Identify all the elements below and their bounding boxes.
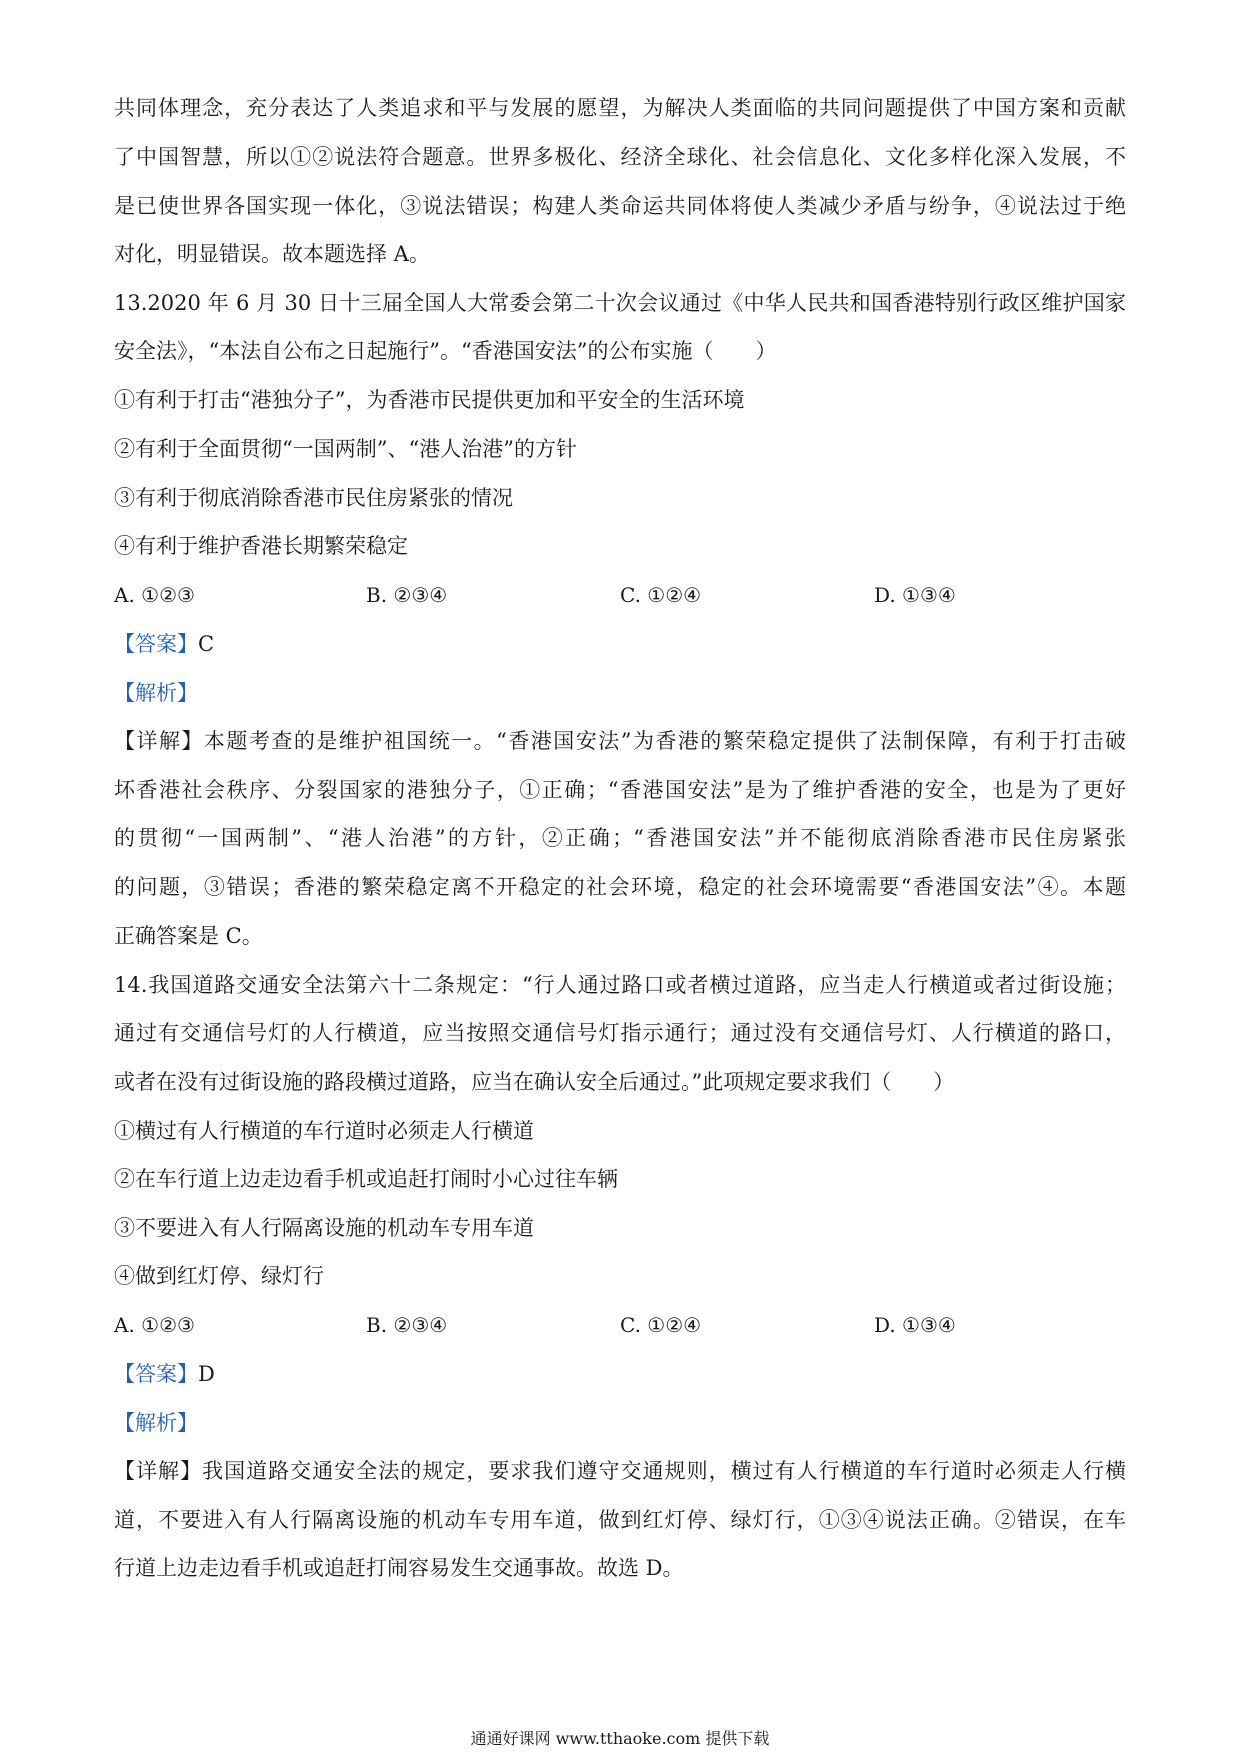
q14-option-d: D. ①③④ bbox=[874, 1313, 956, 1337]
q14-statement: ④做到红灯停、绿灯行 bbox=[114, 1264, 324, 1288]
q13-analysis-tag: 【解析】 bbox=[114, 681, 198, 705]
q13-option-b: B. ②③④ bbox=[366, 583, 448, 607]
prev-analysis-line: 了中国智慧，所以①②说法符合题意。世界多极化、经济全球化、社会信息化、文化多样化深入发展，不 bbox=[114, 145, 1126, 169]
q13-answer bbox=[114, 630, 1126, 658]
prev-analysis-line: 是已使世界各国实现一体化，③说法错误；构建人类命运共同体将使人类减少矛盾与纷争，④说法过于绝 bbox=[114, 194, 1126, 218]
q14-detail-line: 行道上边走边看手机或追赶打闹容易发生交通事故。故选 D。 bbox=[114, 1556, 684, 1580]
q14-detail-line bbox=[114, 1457, 1126, 1485]
q14-option-c: C. ①②④ bbox=[620, 1313, 702, 1337]
q13-stem-line: 安全法》，“本法自公布之日起施行”。“香港国安法”的公布实施（ ） bbox=[114, 339, 777, 363]
q14-detail-line: 道，不要进入有人行隔离设施的机动车专用车道，做到红灯停、绿灯行，①③④说法正确。②错误，在车 bbox=[114, 1508, 1126, 1532]
q14-option-a: A. ①②③ bbox=[114, 1313, 195, 1337]
answer-value: C bbox=[198, 632, 215, 656]
q14-statement: ②在车行道上边走边看手机或追赶打闹时小心过往车辆 bbox=[114, 1167, 618, 1191]
answer-tag: 【答案】 bbox=[114, 632, 198, 656]
q13-detail-line: 坏香港社会秩序、分裂国家的港独分子，①正确；“香港国安法”是为了维护香港的安全，也是为了更好 bbox=[114, 778, 1126, 802]
q14-stem-line: 14.我国道路交通安全法第六十二条规定：“行人通过路口或者横过道路，应当走人行横道或者过街设施； bbox=[114, 973, 1126, 997]
q13-statement: ③有利于彻底消除香港市民住房紧张的情况 bbox=[114, 486, 513, 510]
q14-statement: ③不要进入有人行隔离设施的机动车专用车道 bbox=[114, 1216, 534, 1240]
q14-stem-line: 或者在没有过街设施的路段横过道路，应当在确认安全后通过。”此项规定要求我们（ ） bbox=[114, 1070, 955, 1094]
q13-stem-line: 13.2020 年 6 月 30 日十三届全国人大常委会第二十次会议通过《中华人民共和国香港特别行政区维护国家 bbox=[114, 291, 1126, 315]
prev-analysis-line: 共同体理念，充分表达了人类追求和平与发展的愿望，为解决人类面临的共同问题提供了中国方案和贡献 bbox=[114, 96, 1126, 120]
q14-option-b: B. ②③④ bbox=[366, 1313, 448, 1337]
prev-analysis-line: 对化，明显错误。故本题选择 A。 bbox=[114, 242, 430, 266]
detail-text: 本题考查的是维护祖国统一。“香港国安法”为香港的繁荣稳定提供了法制保障，有利于打击破 bbox=[203, 729, 1127, 753]
q13-detail-line: 正确答案是 C。 bbox=[114, 924, 263, 948]
q14-stem-line: 通过有交通信号灯的人行横道，应当按照交通信号灯指示通行；通过没有交通信号灯、人行横道的路口， bbox=[114, 1021, 1126, 1045]
answer-tag: 【答案】 bbox=[114, 1362, 198, 1386]
q13-detail-line bbox=[114, 727, 1126, 755]
q13-detail-line: 的贯彻“一国两制”、“港人治港”的方针，②正确；“香港国安法”并不能彻底消除香港市民住房紧张 bbox=[114, 826, 1126, 850]
detail-tag: 【详解】 bbox=[114, 729, 204, 753]
q13-option-d: D. ①③④ bbox=[874, 583, 956, 607]
q14-answer bbox=[114, 1360, 1126, 1388]
detail-tag: 【详解】 bbox=[114, 1459, 203, 1483]
q14-analysis-tag: 【解析】 bbox=[114, 1411, 198, 1435]
q13-statement: ②有利于全面贯彻“一国两制”、“港人治港”的方针 bbox=[114, 437, 577, 461]
detail-text: 我国道路交通安全法的规定，要求我们遵守交通规则，横过有人行横道的车行道时必须走人行横 bbox=[202, 1459, 1127, 1483]
q13-statement: ①有利于打击“港独分子”，为香港市民提供更加和平安全的生活环境 bbox=[114, 388, 745, 412]
q13-option-c: C. ①②④ bbox=[620, 583, 702, 607]
answer-value: D bbox=[198, 1362, 215, 1386]
page-footer: 通通好课网 www.tthaoke.com 提供下载 bbox=[470, 1729, 770, 1748]
q13-statement: ④有利于维护香港长期繁荣稳定 bbox=[114, 534, 408, 558]
q13-option-a: A. ①②③ bbox=[114, 583, 195, 607]
q14-statement: ①横过有人行横道的车行道时必须走人行横道 bbox=[114, 1119, 534, 1143]
q13-detail-line: 的问题，③错误；香港的繁荣稳定离不开稳定的社会环境，稳定的社会环境需要“香港国安法”④。本题 bbox=[114, 875, 1126, 899]
